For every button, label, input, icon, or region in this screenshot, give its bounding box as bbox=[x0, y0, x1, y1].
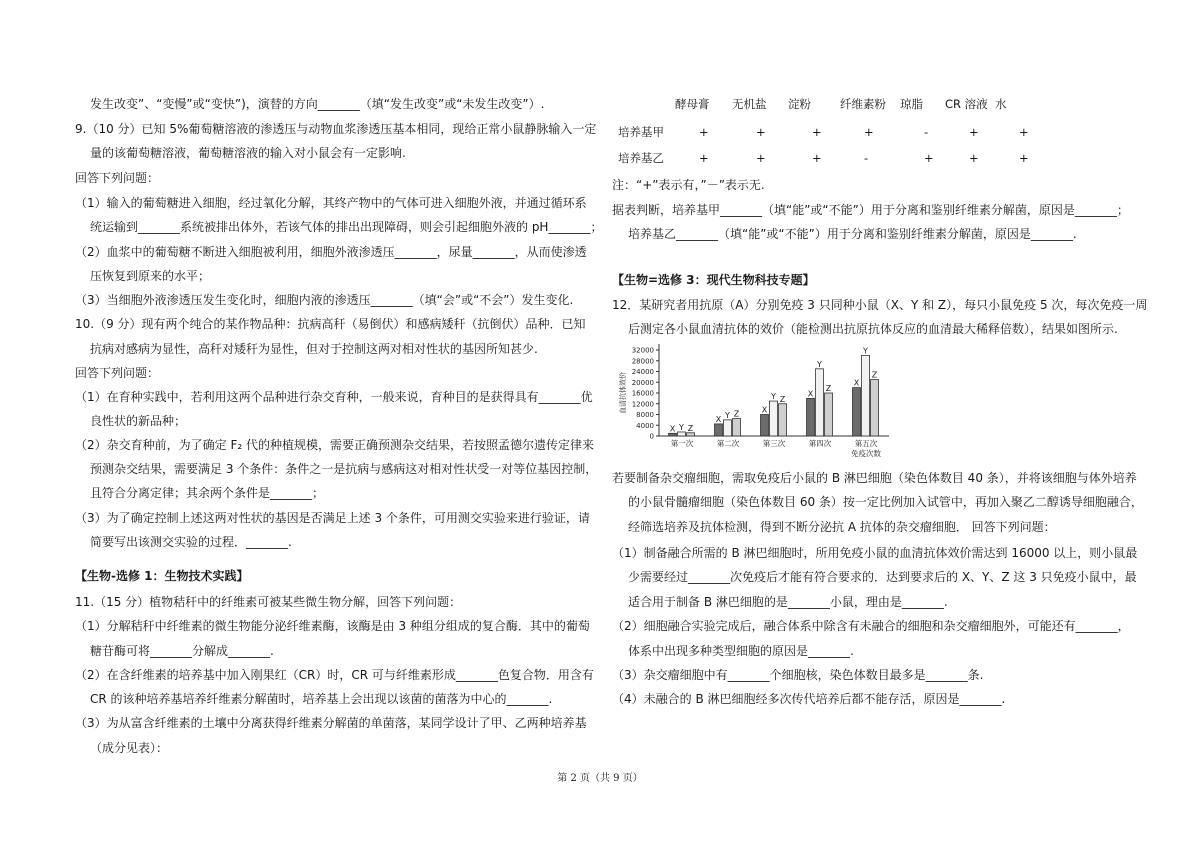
text-line: 回答下列问题： bbox=[75, 366, 160, 380]
text-line: 良性状的新品种； bbox=[90, 414, 187, 428]
x-tick-label: 第一次 bbox=[670, 439, 694, 448]
text-line: 培养基乙_______（填“能”或“不能”）用于分离和鉴别纤维素分解菌，原因是_______. bbox=[628, 227, 1077, 241]
table-cell: + bbox=[1019, 151, 1029, 165]
bar bbox=[853, 388, 861, 436]
bar-series-label: Y bbox=[725, 410, 730, 420]
table-header: CR 溶液 bbox=[945, 97, 988, 111]
text-line: 后测定各小鼠血清抗体的效价（能检测出抗原抗体反应的血清最大稀释倍数），结果如图所示. bbox=[628, 322, 1118, 336]
bar bbox=[825, 393, 833, 436]
text-line: （3）当细胞外液渗透压发生变化时，细胞内液的渗透压_______（填“会”或“不会”）发生变化. bbox=[75, 293, 574, 307]
bar bbox=[687, 433, 695, 436]
bar-series-label: Y bbox=[771, 392, 776, 402]
bar-series-label: Z bbox=[779, 394, 786, 404]
x-tick-label: 第三次 bbox=[762, 439, 786, 448]
text-line: （3）为了确定控制上述这两对性状的基因是否满足上述 3 个条件，可用测交实验来进行验证，请 bbox=[75, 511, 590, 525]
text-line: （2）细胞融合实验完成后，融合体系中除含有未融合的细胞和杂交瘤细胞外，可能还有_______， bbox=[612, 619, 1130, 633]
x-tick-label: 第二次 bbox=[716, 439, 740, 448]
text-line: （4）未融合的 B 淋巴细胞经多次传代培养后都不能存活，原因是_______. bbox=[612, 692, 1006, 706]
text-line: 且符合分离定律；其余两个条件是_______； bbox=[90, 486, 325, 500]
table-header: 酵母膏 bbox=[675, 97, 710, 111]
bar bbox=[715, 424, 723, 436]
x-tick-label: 第五次 bbox=[854, 439, 878, 448]
text-line: 11.（15 分）植物秸秆中的纤维素可被某些微生物分解，回答下列问题： bbox=[75, 595, 462, 609]
y-tick-label: 8000 bbox=[636, 411, 654, 419]
bar bbox=[871, 380, 879, 436]
bar bbox=[724, 420, 732, 436]
text-line: 10.（9 分）现有两个纯合的某作物品种：抗病高秆（易倒伏）和感病矮秆（抗倒伏）品种．已知 bbox=[75, 317, 586, 331]
text-line: 量的该葡萄糖溶液，葡萄糖溶液的输入对小鼠会有一定影响. bbox=[90, 146, 406, 160]
table-cell: + bbox=[969, 125, 979, 139]
bar bbox=[807, 398, 815, 436]
table-row-label: 培养基甲 bbox=[618, 125, 664, 139]
text-line: 据表判断，培养基甲_______（填“能”或“不能”）用于分离和鉴别纤维素分解菌，原因是_______； bbox=[612, 203, 1129, 217]
text-line: （3）为从富含纤维素的土壤中分离获得纤维素分解菌的单菌落，某同学设计了甲、乙两种培养基 bbox=[75, 716, 587, 730]
bar bbox=[761, 415, 769, 437]
section-heading: 【生物=选修 3：现代生物科技专题】 bbox=[612, 273, 815, 287]
text-line: 12．某研究者用抗原（A）分别免疫 3 只同种小鼠（X、Y 和 Z），每只小鼠免疫 5 次，每次免疫一周 bbox=[612, 298, 1148, 312]
y-tick-label: 24000 bbox=[631, 368, 654, 376]
antibody-titer-chart bbox=[615, 340, 915, 465]
y-tick-label: 12000 bbox=[631, 400, 654, 409]
bar bbox=[816, 369, 824, 436]
table-cell: - bbox=[924, 125, 929, 139]
page-footer: 第 2 页（共 9 页） bbox=[557, 773, 643, 784]
bar-series-label: Z bbox=[871, 370, 878, 380]
x-axis-label: 免疫次数 bbox=[851, 449, 881, 458]
text-line: CR 的该种培养基培养纤维素分解菌时，培养基上会出现以该菌的菌落为中心的_______. bbox=[90, 692, 553, 706]
bar bbox=[669, 433, 677, 436]
text-line: 若要制备杂交瘤细胞，需取免疫后小鼠的 B 淋巴细胞（染色体数目 40 条），并将该细胞与体外培养 bbox=[612, 471, 1137, 485]
table-cell: + bbox=[756, 125, 766, 139]
table-cell: + bbox=[864, 125, 874, 139]
bar-series-label: Y bbox=[863, 346, 868, 356]
table-cell: + bbox=[756, 151, 766, 165]
y-tick-label: 0 bbox=[649, 432, 654, 441]
text-line: 简要写出该测交实验的过程．_______. bbox=[90, 535, 292, 549]
table-cell: + bbox=[924, 151, 934, 165]
text-line: 体系中出现多种类型细胞的原因是_______. bbox=[628, 644, 854, 658]
text-line: 回答下列问题： bbox=[75, 171, 160, 185]
table-cell: - bbox=[864, 151, 869, 165]
bar-series-label: Z bbox=[825, 384, 832, 393]
text-line: 压恢复到原来的水平； bbox=[90, 269, 211, 283]
text-line: 的小鼠骨髓瘤细胞（染色体数目 60 条）按一定比例加入试管中，再加入聚乙二醇诱导细胞融合， bbox=[628, 495, 1143, 509]
bar-series-label: Y bbox=[817, 359, 822, 369]
text-line: 经筛选培养及抗体检测，得到不断分泌抗 A 抗体的杂交瘤细胞． 回答下列问题： bbox=[628, 520, 1056, 534]
table-header: 水 bbox=[995, 97, 1007, 111]
table-cell: + bbox=[1019, 125, 1029, 139]
bar bbox=[733, 419, 741, 436]
text-line: 适合用于制备 B 淋巴细胞的是_______小鼠，理由是_______. bbox=[628, 595, 948, 609]
table-header: 淀粉 bbox=[788, 97, 811, 111]
text-line: 发生改变”、“变慢”或“变快”)，演替的方向_______（填“发生改变”或“未发生改变”）. bbox=[90, 97, 545, 111]
text-line: （2）在含纤维素的培养基中加入刚果红（CR）时，CR 可与纤维素形成_______色复合物．用含有 bbox=[75, 668, 594, 682]
y-axis-label: 血清抗体效价 bbox=[619, 372, 627, 414]
table-cell: + bbox=[699, 151, 709, 165]
text-line: （1）输入的葡萄糖进入细胞，经过氧化分解，其终产物中的气体可进入细胞外液，并通过循环系 bbox=[75, 196, 587, 210]
bar-series-label: X bbox=[807, 389, 814, 399]
x-tick-label: 第四次 bbox=[808, 439, 832, 448]
table-header: 琼脂 bbox=[900, 97, 923, 111]
text-line: （2）杂交育种前，为了确定 F₂ 代的种植规模，需要正确预测杂交结果，若按照孟德尔遗传定律来 bbox=[75, 438, 594, 452]
text-line: 9.（10 分）已知 5%葡萄糖溶液的渗透压与动物血浆渗透压基本相同，现给正常小鼠静脉输入一定 bbox=[75, 122, 597, 136]
bar-series-label: X bbox=[853, 378, 860, 388]
y-tick-label: 32000 bbox=[631, 346, 654, 355]
text-line: 糖苷酶可将_______分解成_______. bbox=[90, 644, 274, 658]
bar-series-label: Z bbox=[733, 409, 740, 419]
table-cell: + bbox=[969, 151, 979, 165]
text-line: （1）制备融合所需的 B 淋巴细胞时，所用免疫小鼠的血清抗体效价需达到 16000 以上，则小鼠最 bbox=[612, 546, 1138, 560]
bar-series-label: X bbox=[761, 405, 768, 415]
bar bbox=[770, 401, 778, 436]
bar-series-label: Z bbox=[687, 423, 694, 433]
bar bbox=[862, 355, 870, 436]
text-line: （1）在育种实践中，若利用这两个品种进行杂交育种，一般来说，育种目的是获得具有_______优 bbox=[75, 390, 593, 404]
text-line: 统运输到_______系统被排出体外，若该气体的排出出现障碍，则会引起细胞外液的 pH_______； bbox=[90, 220, 603, 234]
text-line: （成分见表）： bbox=[90, 741, 169, 755]
table-cell: + bbox=[699, 125, 709, 139]
text-line: 抗病对感病为显性，高秆对矮秆为显性，但对于控制这两对相对性状的基因所知甚少. bbox=[90, 342, 538, 356]
text-line: （1）分解秸秆中纤维素的微生物能分泌纤维素酶，该酶是由 3 种组分组成的复合酶．其中的葡萄 bbox=[75, 619, 590, 633]
y-tick-label: 16000 bbox=[631, 389, 654, 398]
y-tick-label: 20000 bbox=[631, 378, 654, 387]
text-line: （3）杂交瘤细胞中有_______个细胞核，染色体数目最多是_______条. bbox=[612, 668, 984, 682]
table-header: 纤维素粉 bbox=[840, 97, 886, 111]
bar-series-label: Y bbox=[679, 422, 684, 432]
table-row-label: 培养基乙 bbox=[618, 151, 664, 165]
text-line: 注：“+”表示有，”－”表示无. bbox=[612, 178, 765, 192]
table-cell: + bbox=[812, 125, 822, 139]
section-heading: 【生物-选修 1：生物技术实践】 bbox=[75, 569, 249, 583]
bar bbox=[678, 432, 686, 436]
text-line: 少需要经过_______次免疫后才能有符合要求的．达到要求后的 X、Y、Z 这 3 只免疫小鼠中，最 bbox=[628, 570, 1137, 584]
text-line: （2）血浆中的葡萄糖不断进入细胞被利用，细胞外液渗透压_______，尿量_______，从而使渗透 bbox=[75, 245, 587, 259]
table-cell: + bbox=[812, 151, 822, 165]
y-tick-label: 28000 bbox=[631, 357, 654, 366]
bar-series-label: X bbox=[715, 414, 722, 424]
bar-series-label: X bbox=[669, 424, 676, 434]
y-tick-label: 4000 bbox=[636, 421, 654, 430]
table-header: 无机盐 bbox=[732, 97, 767, 111]
text-line: 预测杂交结果，需要满足 3 个条件：条件之一是抗病与感病这对相对性状受一对等位基因控制， bbox=[90, 462, 598, 476]
bar bbox=[779, 404, 787, 436]
